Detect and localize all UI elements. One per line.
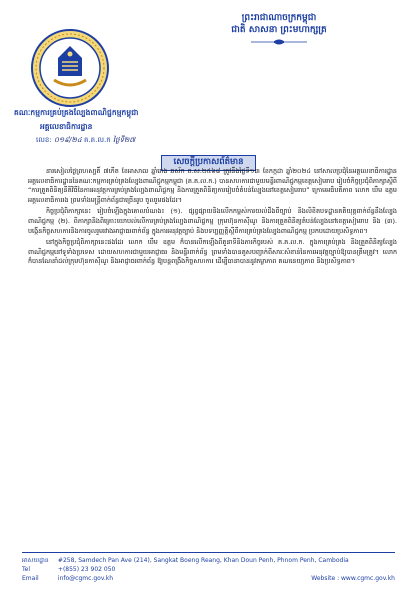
document-body <box>28 167 397 269</box>
kingdom-heading: ព្រះរាជាណាចក្រកម្ពុជា <box>241 13 317 23</box>
department-name: អគ្គលេខាធិការដ្ឋាន <box>40 122 93 131</box>
tel-label: Tel <box>22 566 31 573</box>
organization-name: គណៈកម្មការគ្រប់គ្រងល្បែងពាណិជ្ជកម្មកម្ពុជា <box>14 108 139 117</box>
ornament-divider-icon <box>249 38 309 46</box>
paragraph: កិច្ចប្រជុំពិភាក្សានេះ រៀបចំឡើងក្នុងគោលបំណង៖ (១). ផ្សព្វផ្សាយនិងលើកកម្ពស់ការយល់ដឹងពីច្បាប់ និងលិខិតបទដ្ឋានគតិយុត្តពាក់ព័ន្ធនឹងល្បែងពាណិជ្ជកម្ម (២). ពិភាក្សានិងពិគ្រោះយោបល់លើការគ្រប់គ្រងល្បែងពាណិជ្ជកម្ម ក្រុមហ៊ុនកាស៊ីណូ និងការត្រួតពិនិត្យតំបន់ល្បែងនៅខេត្តសៀមរាប និង (៣). បង្កើនកិច្ចសហការនិងការចូលរួមរវាងអាជ្ញាធរពាក់ព័ន្ធ ក្នុងការអនុវត្តច្បាប់ និងបទប្បញ្ញត្តិស្ដីពីការគ្រប់គ្រងល្បែងពាណិជ្ជកម្ម ប្រកបដោយប្រសិទ្ធភាព។ <box>28 207 397 235</box>
tel-value[interactable]: +(855) 23 902 050 <box>57 566 116 573</box>
organization-seal-icon <box>30 28 110 108</box>
reference-number: ០១៩ <box>53 136 70 144</box>
email-link[interactable]: info@cgmc.gov.kh <box>57 575 114 582</box>
reference-date: ថ្ងៃទី២៧ <box>112 136 136 144</box>
document-title: សេចក្តីប្រកាសព័ត៌មាន <box>161 155 257 171</box>
reference-code: គ.គ.ល.ក <box>84 136 111 144</box>
reference-line <box>36 136 196 146</box>
letterhead <box>169 12 389 46</box>
website-label: Website <box>311 575 336 582</box>
reference-suffix: /២៤ <box>69 136 82 144</box>
contact-footer <box>22 552 395 583</box>
footer-row-contact <box>22 565 395 574</box>
website-link[interactable]: www.cgmc.gov.kh <box>341 575 395 582</box>
reference-label: លេខ: <box>36 136 52 144</box>
address-value: #258, Samdech Pan Ave (214), Sangkat Boeng Reang, Khan Doun Penh, Phnom Penh, Cambodia <box>57 557 349 564</box>
footer-row-web: Email info@cgmc.gov.kh Website : www.cgmc.gov.kh <box>22 575 395 582</box>
paragraph: នៅក្នុងកិច្ចប្រជុំពិភាក្សានេះផងដែរ លោក ឃឹម ឧត្ដម ក៏បានលើកឡើងពីតួនាទីនិងភារកិច្ចរបស់ គ.គ.ល.ក. ក្នុងការគ្រប់គ្រង និងត្រួតពិនិត្យល្បែងពាណិជ្ជកម្មនៅទូទាំងប្រទេស ដោយសហការជាមួយអាជ្ញាធរ និងមន្ទីរពាក់ព័ន្ធ ព្រមទាំងបានគូសបញ្ជាក់ពីសារៈសំខាន់នៃការអនុវត្តច្បាប់ឱ្យបានត្រឹមត្រូវ។ លោក ក៏បានណែនាំដល់ក្រុមហ៊ុនកាស៊ីណូ និងអាជ្ញាធរពាក់ព័ន្ធ ឱ្យបន្តពង្រឹងកិច្ចសហការ ដើម្បីធានាបាននូវតម្លាភាព គណនេយ្យភាព និងប្រសិទ្ធភាព។ <box>28 238 397 266</box>
email-label: Email <box>22 575 39 582</box>
footer-row-address <box>22 556 395 565</box>
motto-heading: ជាតិ សាសនា ព្រះមហាក្សត្រ <box>231 25 327 35</box>
paragraph: នារសៀលថ្ងៃព្រហស្បតិ៍ ៧កើត ខែអាសាឍ ឆ្នាំរោង ឆស័ក ព.ស.២៥៦៨ ត្រូវនឹងថ្ងៃទី១៣ ខែកក្កដា ឆ្នាំ២០២៤ នៅសាលប្រជុំនៃអគ្គលេខាធិការដ្ឋាន អគ្គលេខាធិការដ្ឋាននៃគណៈកម្មការគ្រប់គ្រងល្បែងពាណិជ្ជកម្មកម្ពុជា (គ.គ.ល.ក.) បានសហការជាមួយមន្ទីរពាណិជ្ជកម្មខេត្តសៀមរាប រៀបចំកិច្ចប្រជុំពិភាក្សាស្ដីពី “ការត្រួតពិនិត្យនីតិវិធីនៃការអនុវត្តការគ្រប់គ្រងល្បែងពាណិជ្ជកម្ម និងការត្រួតពិនិត្យការរៀបចំតំបន់ល្បែងនៅខេត្តសៀមរាប” ក្រោមអធិបតីភាព លោក ឃឹម ឧត្ដម អគ្គលេខាធិការរង ព្រមទាំងមន្ត្រីពាក់ព័ន្ធជាច្រើនរូប ចូលរួមផងដែរ។ <box>28 167 397 204</box>
address-label: អាសយដ្ឋាន <box>22 557 49 564</box>
